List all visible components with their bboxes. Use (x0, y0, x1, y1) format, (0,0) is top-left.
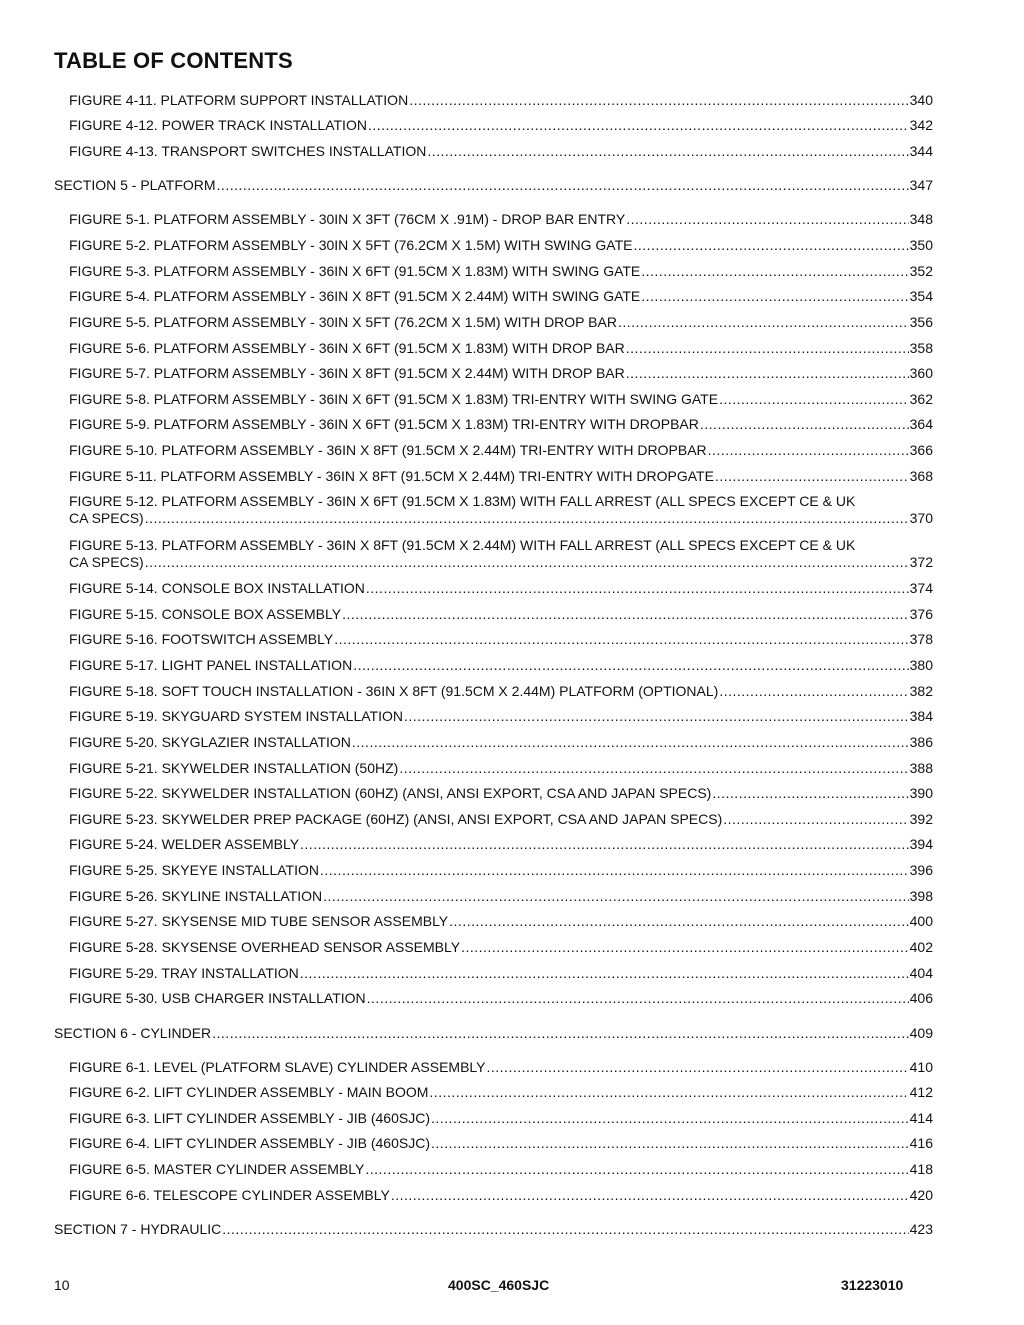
toc-page-number: 362 (909, 391, 933, 407)
toc-page-number: 360 (909, 365, 933, 381)
toc-entry-title: FIGURE 5-22. SKYWELDER INSTALLATION (60HZ) (ANSI, ANSI EXPORT, CSA AND JAPAN SPECS) (69, 785, 712, 801)
toc-page-number: 423 (909, 1221, 933, 1237)
toc-page-number: 378 (909, 631, 933, 647)
toc-entry-title: SECTION 6 - CYLINDER (54, 1025, 212, 1041)
toc-page-number: 370 (909, 510, 933, 526)
toc-dot-leader (367, 990, 909, 1007)
toc-figure-entry[interactable] (69, 580, 933, 597)
toc-dot-leader (641, 263, 908, 280)
toc-page-number: 420 (909, 1187, 933, 1203)
toc-entry-title: FIGURE 5-8. PLATFORM ASSEMBLY - 36IN X 6FT (91.5CM X 1.83M) TRI-ENTRY WITH SWING GATE (69, 391, 719, 407)
toc-entry-title: FIGURE 5-7. PLATFORM ASSEMBLY - 36IN X 8FT (91.5CM X 2.44M) WITH DROP BAR (69, 365, 625, 381)
toc-dot-leader (391, 1187, 909, 1204)
toc-figure-entry[interactable] (69, 734, 933, 751)
toc-entry-title: FIGURE 6-4. LIFT CYLINDER ASSEMBLY - JIB (460SJC) (69, 1135, 430, 1151)
toc-entry-title: FIGURE 5-10. PLATFORM ASSEMBLY - 36IN X 8FT (91.5CM X 2.44M) TRI-ENTRY WITH DROPBAR (69, 442, 707, 458)
toc-entry-title: FIGURE 5-17. LIGHT PANEL INSTALLATION (69, 657, 353, 673)
toc-page-number: 356 (909, 314, 933, 330)
toc-figure-entry[interactable] (69, 811, 933, 828)
toc-figure-entry[interactable] (69, 1084, 933, 1101)
toc-page-number: 404 (909, 965, 933, 981)
toc-page-number: 388 (909, 760, 933, 776)
footer-model: 400SC_460SJC (448, 1277, 550, 1293)
toc-entry-title-continued: CA SPECS) (69, 554, 144, 570)
toc-page-number: 348 (909, 211, 933, 227)
toc-entry-title: FIGURE 5-26. SKYLINE INSTALLATION (69, 888, 323, 904)
toc-figure-entry[interactable] (69, 1135, 933, 1152)
toc-dot-leader (320, 862, 909, 879)
toc-entry-title: FIGURE 5-20. SKYGLAZIER INSTALLATION (69, 734, 351, 750)
toc-figure-entry[interactable] (69, 785, 933, 802)
toc-dot-leader (641, 288, 908, 305)
toc-dot-leader (449, 913, 908, 930)
toc-figure-entry[interactable] (69, 1110, 933, 1127)
toc-dot-leader (633, 237, 908, 254)
toc-page-number: 340 (909, 92, 933, 108)
toc-page-number: 364 (909, 416, 933, 432)
toc-entry-title-continued: CA SPECS) (69, 510, 144, 526)
toc-page-number: 418 (909, 1161, 933, 1177)
toc-entry-title: SECTION 7 - HYDRAULIC (54, 1221, 222, 1237)
toc-entry-title: FIGURE 5-4. PLATFORM ASSEMBLY - 36IN X 8FT (91.5CM X 2.44M) WITH SWING GATE (69, 288, 641, 304)
toc-figure-entry[interactable] (69, 314, 933, 331)
toc-figure-entry[interactable] (69, 117, 933, 134)
toc-page-number: 384 (909, 708, 933, 724)
toc-dot-leader (145, 554, 909, 571)
toc-dot-leader (487, 1059, 909, 1076)
toc-dot-leader (145, 510, 909, 527)
toc-page-number: 402 (909, 939, 933, 955)
toc-page-number: 366 (909, 442, 933, 458)
toc-entry-title: FIGURE 5-9. PLATFORM ASSEMBLY - 36IN X 6FT (91.5CM X 1.83M) TRI-ENTRY WITH DROPBAR (69, 416, 699, 432)
toc-entry-title: FIGURE 5-3. PLATFORM ASSEMBLY - 36IN X 6FT (91.5CM X 1.83M) WITH SWING GATE (69, 263, 641, 279)
toc-entry-title: FIGURE 5-23. SKYWELDER PREP PACKAGE (60HZ) (ANSI, ANSI EXPORT, CSA AND JAPAN SPECS) (69, 811, 723, 827)
toc-page-number: 416 (909, 1135, 933, 1151)
toc-entry-title: FIGURE 4-13. TRANSPORT SWITCHES INSTALLATION (69, 143, 427, 159)
toc-figure-entry[interactable] (69, 1187, 933, 1204)
toc-page-number: 342 (909, 117, 933, 133)
toc-dot-leader (353, 657, 908, 674)
toc-dot-leader (300, 965, 909, 982)
toc-page-number: 380 (909, 657, 933, 673)
toc-figure-entry[interactable] (69, 442, 933, 459)
toc-entry-title: FIGURE 6-3. LIFT CYLINDER ASSEMBLY - JIB (460SJC) (69, 1110, 430, 1126)
toc-section-entry[interactable] (54, 1025, 933, 1042)
footer-doc-number: 31223010 (841, 1277, 904, 1293)
toc-dot-leader (723, 811, 908, 828)
toc-page-number: 350 (909, 237, 933, 253)
toc-dot-leader (222, 1221, 908, 1238)
toc-entry-title: FIGURE 5-28. SKYSENSE OVERHEAD SENSOR ASSEMBLY (69, 939, 461, 955)
toc-entry-title: FIGURE 5-5. PLATFORM ASSEMBLY - 30IN X 5FT (76.2CM X 1.5M) WITH DROP BAR (69, 314, 617, 330)
toc-dot-leader (217, 177, 909, 194)
toc-dot-leader (715, 468, 909, 485)
toc-dot-leader (404, 708, 909, 725)
toc-figure-entry[interactable] (69, 537, 933, 571)
toc-page-number: 400 (909, 913, 933, 929)
toc-figure-entry[interactable] (69, 631, 933, 648)
toc-figure-entry[interactable] (69, 391, 933, 408)
toc-dot-leader (719, 683, 908, 700)
toc-dot-leader (431, 1110, 909, 1127)
toc-page-number: 396 (909, 862, 933, 878)
toc-dot-leader (618, 314, 909, 331)
toc-dot-leader (300, 836, 909, 853)
toc-dot-leader (365, 1161, 908, 1178)
toc-entry-title: FIGURE 6-6. TELESCOPE CYLINDER ASSEMBLY (69, 1187, 390, 1203)
toc-entry-title: FIGURE 5-27. SKYSENSE MID TUBE SENSOR ASSEMBLY (69, 913, 449, 929)
toc-page-number: 376 (909, 606, 933, 622)
toc-dot-leader (366, 580, 909, 597)
toc-entry-title: SECTION 5 - PLATFORM (54, 177, 216, 193)
toc-figure-entry[interactable] (69, 888, 933, 905)
toc-figure-entry[interactable] (69, 92, 933, 109)
toc-page-number: 409 (909, 1025, 933, 1041)
toc-dot-leader (708, 442, 909, 459)
toc-page-number: 390 (909, 785, 933, 801)
toc-dot-leader (399, 760, 908, 777)
toc-page-number: 347 (909, 177, 933, 193)
toc-dot-leader (700, 416, 909, 433)
toc-dot-leader (712, 785, 908, 802)
toc-dot-leader (212, 1025, 909, 1042)
footer-page-number: 10 (54, 1277, 70, 1293)
toc-dot-leader (429, 1084, 908, 1101)
page-title: TABLE OF CONTENTS (54, 48, 293, 73)
toc-page-number: 374 (909, 580, 933, 596)
toc-dot-leader (342, 606, 909, 623)
toc-page-number: 368 (909, 468, 933, 484)
toc-entry-title: FIGURE 4-12. POWER TRACK INSTALLATION (69, 117, 367, 133)
toc-entry-title: FIGURE 5-1. PLATFORM ASSEMBLY - 30IN X 3FT (76CM X .91M) - DROP BAR ENTRY (69, 211, 626, 227)
toc-page-number: 354 (909, 288, 933, 304)
toc-dot-leader (626, 365, 909, 382)
toc-figure-entry[interactable] (69, 862, 933, 879)
toc-dot-leader (626, 340, 909, 357)
toc-entry-title: FIGURE 5-19. SKYGUARD SYSTEM INSTALLATION (69, 708, 403, 724)
toc-figure-entry[interactable] (69, 416, 933, 433)
toc-dot-leader (431, 1135, 909, 1152)
toc-entry-title: FIGURE 5-11. PLATFORM ASSEMBLY - 36IN X 8FT (91.5CM X 2.44M) TRI-ENTRY WITH DROPGATE (69, 468, 714, 484)
toc-figure-entry[interactable] (69, 708, 933, 725)
toc-figure-entry[interactable] (69, 1161, 933, 1178)
toc-figure-entry[interactable] (69, 1059, 933, 1076)
toc-section-entry[interactable] (54, 1221, 933, 1238)
toc-entry-title: FIGURE 6-1. LEVEL (PLATFORM SLAVE) CYLINDER ASSEMBLY (69, 1059, 486, 1075)
toc-figure-entry[interactable] (69, 836, 933, 853)
toc-page-number: 412 (909, 1084, 933, 1100)
toc-dot-leader (409, 92, 908, 109)
toc-entry-title: FIGURE 5-15. CONSOLE BOX ASSEMBLY (69, 606, 342, 622)
toc-entry-title: FIGURE 5-30. USB CHARGER INSTALLATION (69, 990, 366, 1006)
toc-figure-entry[interactable] (69, 606, 933, 623)
toc-entry-title: FIGURE 5-6. PLATFORM ASSEMBLY - 36IN X 6FT (91.5CM X 1.83M) WITH DROP BAR (69, 340, 625, 356)
toc-entry-title: FIGURE 5-13. PLATFORM ASSEMBLY - 36IN X 8FT (91.5CM X 2.44M) WITH FALL ARREST (ALL SPECS EXCEPT CE & UK (69, 537, 856, 553)
toc-page-number: 406 (909, 990, 933, 1006)
toc-figure-entry[interactable] (69, 760, 933, 777)
toc-figure-entry[interactable] (69, 965, 933, 982)
toc-dot-leader (719, 391, 909, 408)
toc-page-number: 372 (909, 554, 933, 570)
toc-page-number: 358 (909, 340, 933, 356)
toc-dot-leader (626, 211, 908, 228)
toc-figure-entry[interactable] (69, 340, 933, 357)
toc-page-number: 344 (909, 143, 933, 159)
toc-entry-title: FIGURE 5-25. SKYEYE INSTALLATION (69, 862, 319, 878)
toc-page-number: 386 (909, 734, 933, 750)
toc-entry-title: FIGURE 4-11. PLATFORM SUPPORT INSTALLATION (69, 92, 409, 108)
toc-entry-title: FIGURE 5-21. SKYWELDER INSTALLATION (50HZ) (69, 760, 399, 776)
toc-section-entry[interactable] (54, 177, 933, 194)
toc-entry-title: FIGURE 5-29. TRAY INSTALLATION (69, 965, 299, 981)
toc-figure-entry[interactable] (69, 263, 933, 280)
toc-figure-entry[interactable] (69, 288, 933, 305)
toc-entry-title: FIGURE 5-12. PLATFORM ASSEMBLY - 36IN X 6FT (91.5CM X 1.83M) WITH FALL ARREST (ALL SPECS EXCEPT CE & UK (69, 493, 856, 509)
toc-figure-entry[interactable] (69, 913, 933, 930)
toc-figure-entry[interactable] (69, 990, 933, 1007)
toc-dot-leader (461, 939, 909, 956)
toc-figure-entry[interactable] (69, 493, 933, 527)
toc-figure-entry[interactable] (69, 683, 933, 700)
toc-page-number: 352 (909, 263, 933, 279)
toc-entry-title: FIGURE 5-14. CONSOLE BOX INSTALLATION (69, 580, 365, 596)
toc-dot-leader (334, 631, 908, 648)
toc-page-number: 398 (909, 888, 933, 904)
toc-page-number: 382 (909, 683, 933, 699)
toc-page-number: 414 (909, 1110, 933, 1126)
toc-dot-leader (352, 734, 909, 751)
toc-page-number: 394 (909, 836, 933, 852)
toc-figure-entry[interactable] (69, 237, 933, 254)
toc-entry-title: FIGURE 5-18. SOFT TOUCH INSTALLATION - 36IN X 8FT (91.5CM X 2.44M) PLATFORM (OPTIONAL) (69, 683, 719, 699)
toc-page-number: 392 (909, 811, 933, 827)
toc-dot-leader (368, 117, 909, 134)
toc-page-number: 410 (909, 1059, 933, 1075)
toc-figure-entry[interactable] (69, 143, 933, 160)
toc-figure-entry[interactable] (69, 657, 933, 674)
toc-entry-title: FIGURE 6-5. MASTER CYLINDER ASSEMBLY (69, 1161, 365, 1177)
toc-dot-leader (323, 888, 909, 905)
toc-entry-title: FIGURE 6-2. LIFT CYLINDER ASSEMBLY - MAIN BOOM (69, 1084, 429, 1100)
toc-dot-leader (427, 143, 908, 160)
toc-figure-entry[interactable] (69, 211, 933, 228)
toc-figure-entry[interactable] (69, 939, 933, 956)
toc-entry-title: FIGURE 5-24. WELDER ASSEMBLY (69, 836, 300, 852)
toc-figure-entry[interactable] (69, 468, 933, 485)
toc-entry-title: FIGURE 5-16. FOOTSWITCH ASSEMBLY (69, 631, 334, 647)
toc-entry-title: FIGURE 5-2. PLATFORM ASSEMBLY - 30IN X 5FT (76.2CM X 1.5M) WITH SWING GATE (69, 237, 633, 253)
toc-figure-entry[interactable] (69, 365, 933, 382)
